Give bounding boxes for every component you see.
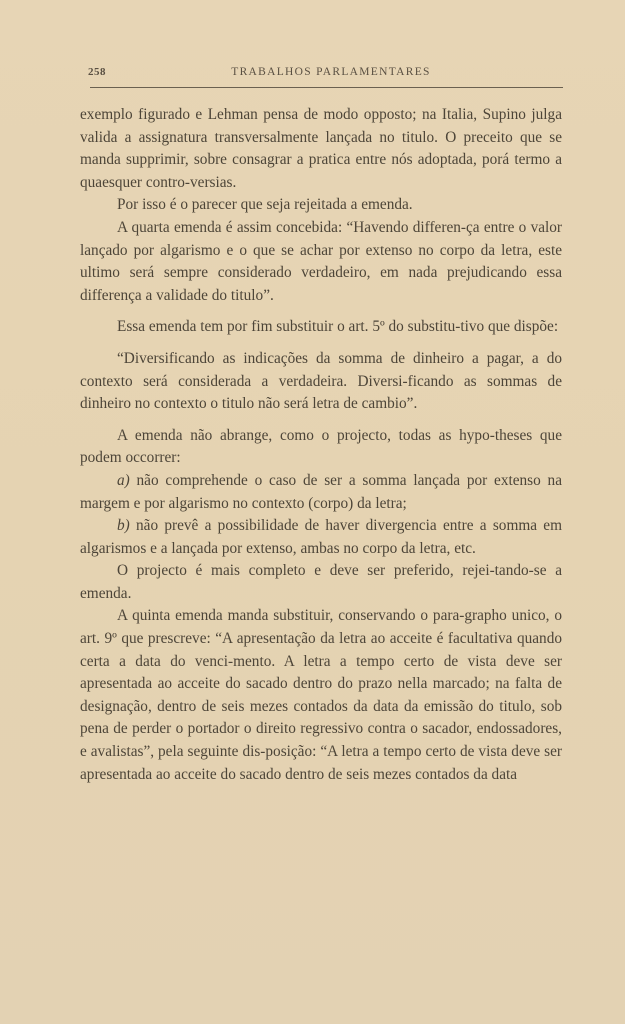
paragraph-fourth-amendment: A quarta emenda é assim concebida: “Havendo differen-ça entre o valor lançado por algarismo e o que se achar por extenso no corpo da letra, este ultimo será sempre considerado verdadeiro, em nada prejudicando essa differença a validade do titulo”. (80, 218, 562, 304)
item-text-b: não prevê a possibilidade de haver divergencia entre a somma em algarismos e a lançada por extenso, ambas no corpo da letra, etc. (80, 517, 562, 557)
paragraph-continuation: exemplo figurado e Lehman pensa de modo opposto; na Italia, Supino julga valida a assignatura transversalmente lançada no titulo. O preceito que se manda supprimir, sobre consagrar a pratica entre nós adoptada, porá termo a quaesquer contro-versias. (80, 106, 562, 191)
paragraph-amendment-purpose: Essa emenda tem por fim substituir o art. 5º do substitu-tivo que dispõe: (117, 318, 559, 336)
running-head (80, 66, 562, 82)
body-text (80, 104, 562, 786)
paragraph-quoted-article: “Diversificando as indicações da somma de dinheiro a pagar, a do contexto será considerada a verdadeira. Diversi-ficando as sommas de dinheiro no contexto o titulo não será letra de cambio”. (80, 349, 562, 413)
paragraph-fifth-amendment: A quinta emenda manda substituir, conservando o para-grapho unico, o art. 9º que prescreve: “A apresentação da letra ao acceite é facultativa quando certa a data do venci-mento. A letra a tempo certo de vista deve ser apresentada ao acceite do sacado dentro do prazo nella marcado; na falta de designação, dentro de seis mezes contados da data da emissão do titulo, sob pena de perder o portador o direito regressivo contra o sacador, endossadores, e avalistas”, pela seguinte dis-posição: “A letra a tempo certo de vista deve ser apresentada ao acceite do sacado dentro de seis mezes contados da data (80, 607, 562, 783)
list-item-a (80, 470, 562, 515)
page-number: 258 (88, 66, 106, 78)
item-label-b: b) (117, 517, 130, 535)
running-title: TRABALHOS PARLAMENTARES (231, 66, 431, 78)
paragraph-rejection: Por isso é o parecer que seja rejeitada a emenda. (117, 196, 413, 214)
item-text-a: não comprehende o caso de ser a somma lançada por extenso na margem e por algarismo no contexto (corpo) da letra; (80, 471, 562, 512)
header-rule (90, 87, 563, 88)
paragraph-hypotheses: A emenda não abrange, como o projecto, todas as hypo-theses que podem occorrer: (80, 426, 562, 467)
list-item-b (80, 515, 562, 560)
paragraph-project-preferred: O projecto é mais completo e deve ser preferido, rejei-tando-se a emenda. (80, 562, 562, 602)
item-label-a: a) (117, 471, 130, 489)
